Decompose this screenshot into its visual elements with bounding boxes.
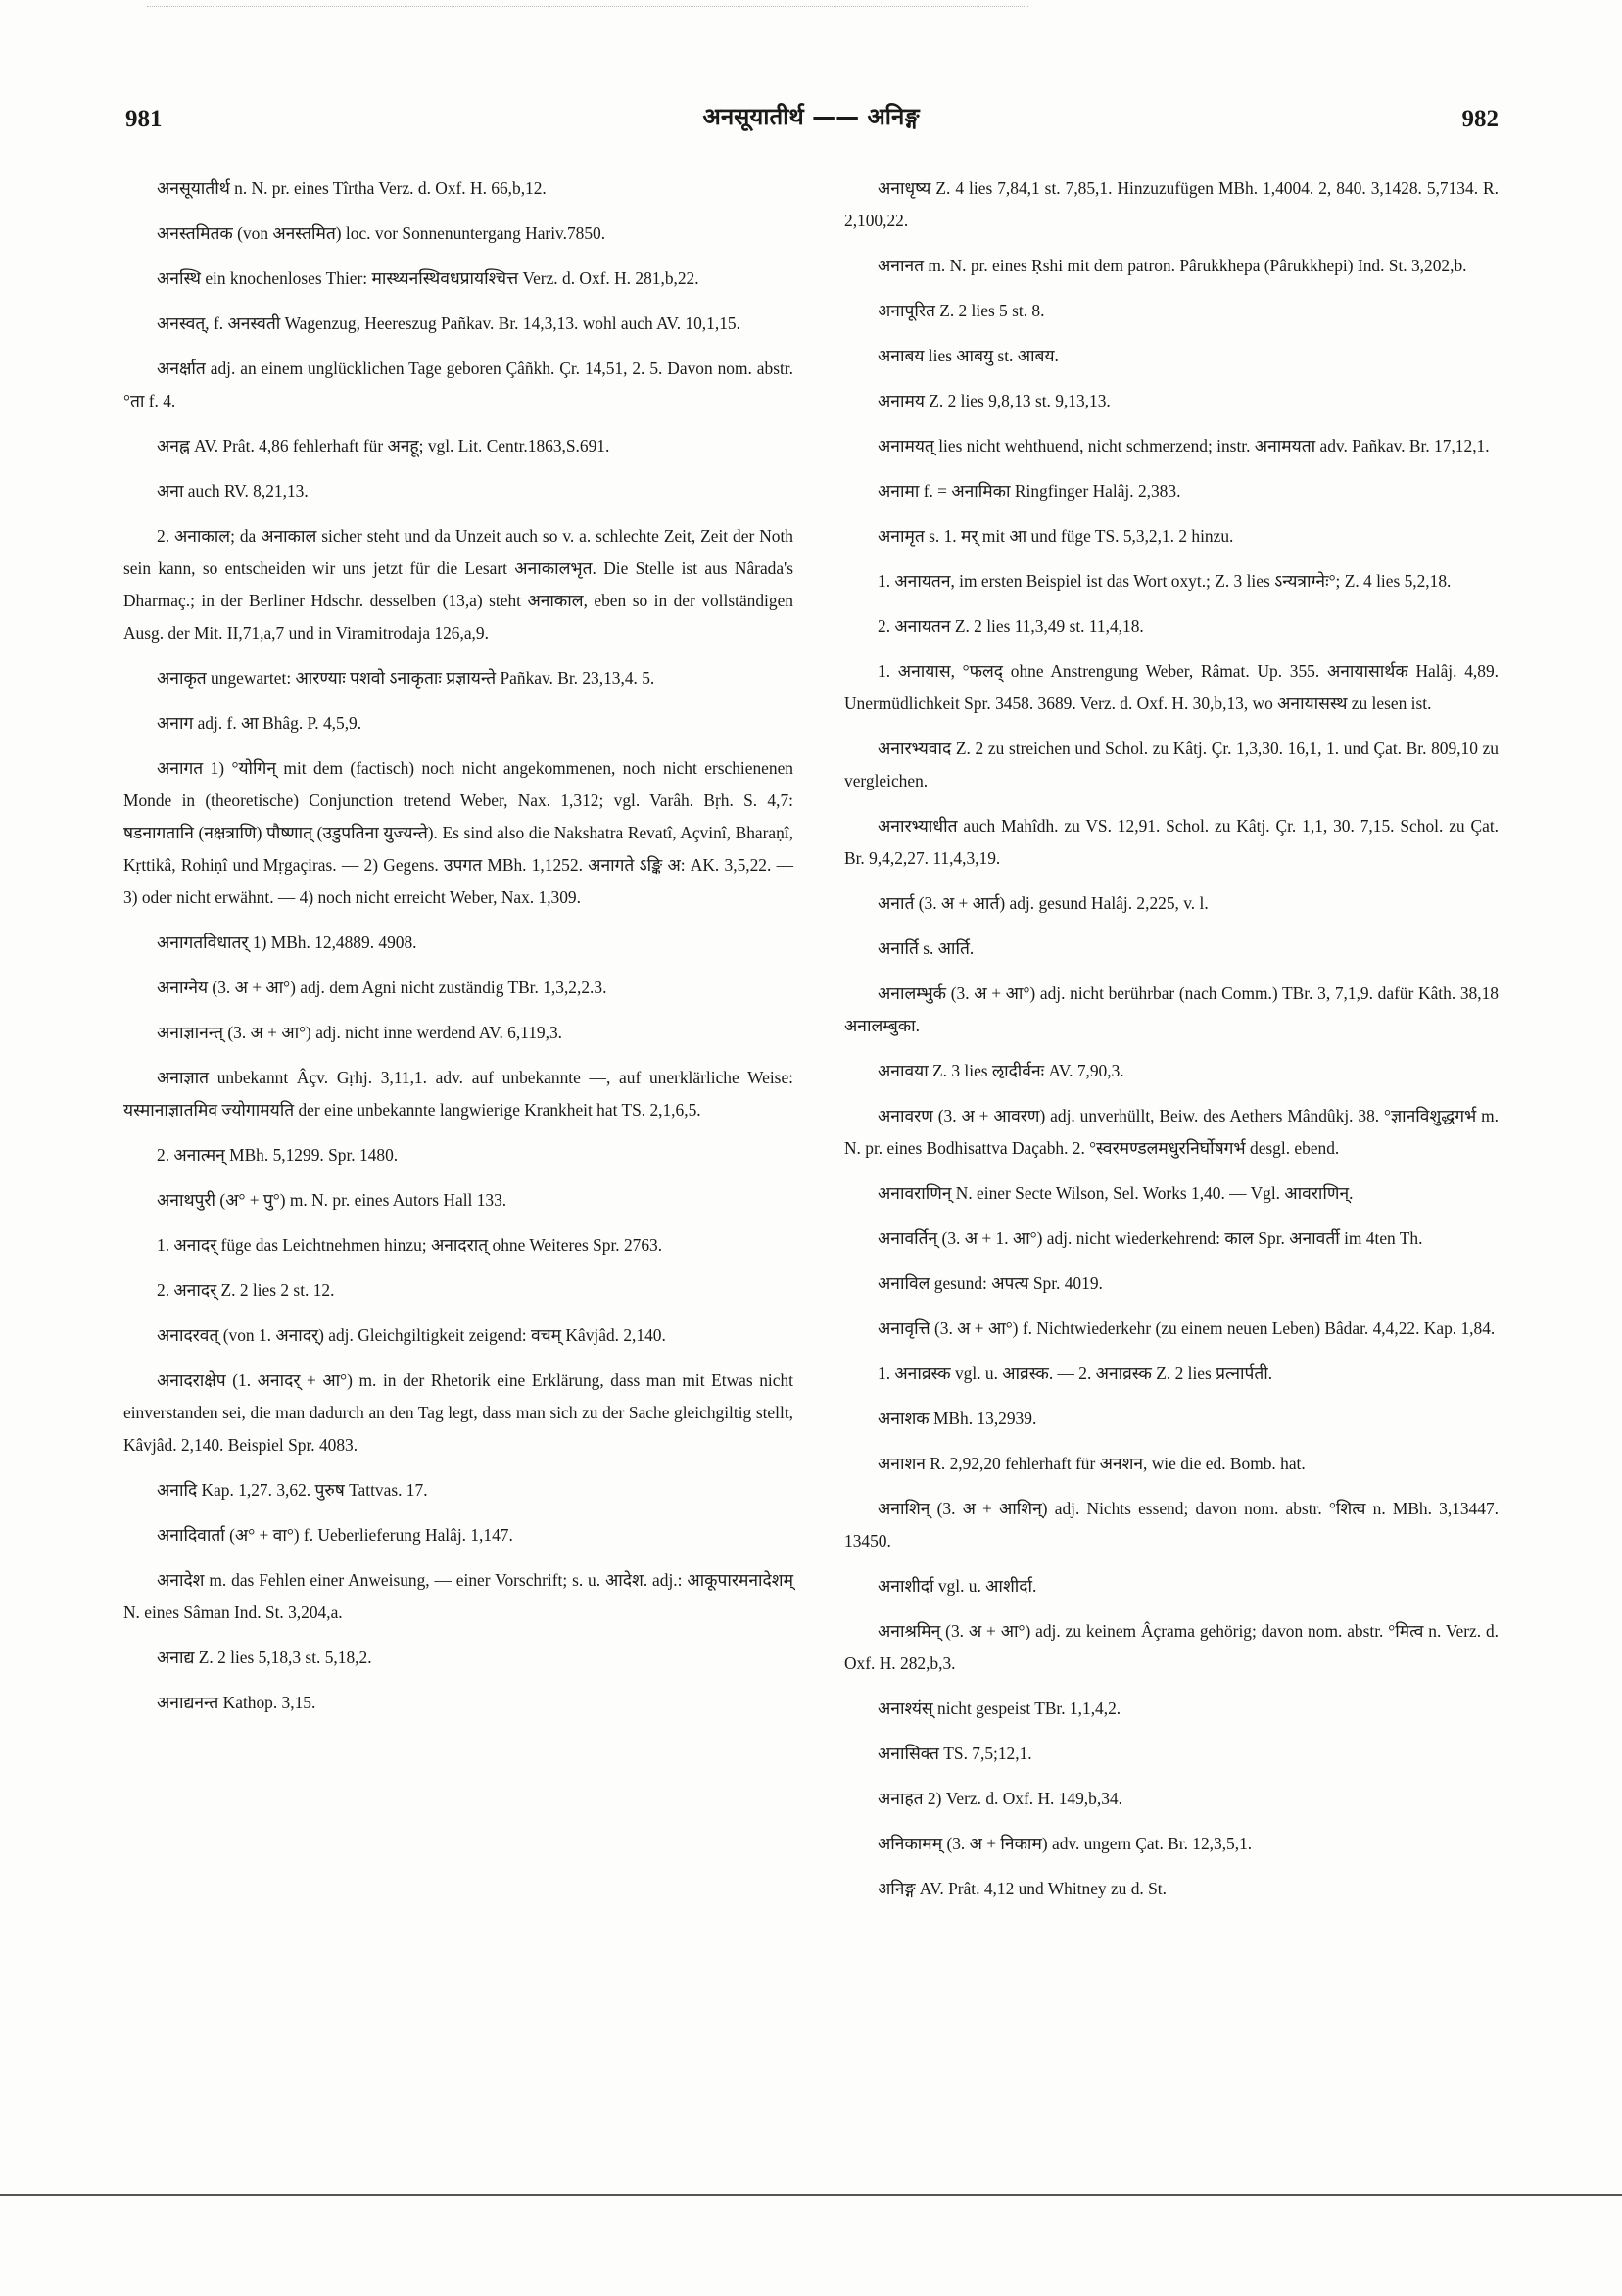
dictionary-entry: अनाकृत ungewartet: आरण्याः पशवो ऽनाकृताः प्रज्ञायन्ते Pañkav. Br. 23,13,4. 5. [157, 668, 655, 688]
dictionary-entry: अनावर्तिन् (3. अ + 1. आ°) adj. nicht wiederkehrend: काल Spr. अनावर्ती im 4ten Th. [878, 1228, 1423, 1248]
dictionary-entry: अनामा f. = अनामिका Ringfinger Halâj. 2,383. [878, 481, 1181, 501]
dictionary-entry: अनस्तमितक (von अनस्तमित) loc. vor Sonnenuntergang Hariv.7850. [157, 223, 606, 243]
dictionary-entry: अनस्थि ein knochenloses Thier: मास्थ्यनस्थिवधप्रायश्चित्त Verz. d. Oxf. H. 281,b,22. [157, 268, 699, 288]
bottom-rule [0, 2194, 1622, 2196]
scan-specks [147, 6, 1028, 9]
dictionary-entry: 2. अनायतन Z. 2 lies 11,3,49 st. 11,4,18. [878, 616, 1144, 636]
dictionary-entry: अनावृत्ति (3. अ + आ°) f. Nichtwiederkehr (zu einem neuen Leben) Bâdar. 4,4,22. Kap. 1,84. [878, 1318, 1496, 1338]
dictionary-entry: अनाथपुरी (अ° + पु°) m. N. pr. eines Autors Hall 133. [157, 1190, 507, 1210]
dictionary-entry: अनागतविधातर् 1) MBh. 12,4889. 4908. [157, 933, 417, 952]
dictionary-entry: अनाविल gesund: अपत्य Spr. 4019. [878, 1273, 1103, 1293]
page-number-right: 982 [1461, 106, 1499, 132]
dictionary-entry: अना auch RV. 8,21,13. [157, 481, 309, 501]
page-number-left: 981 [125, 106, 163, 132]
dictionary-entry: अनाद्यनन्त Kathop. 3,15. [157, 1693, 316, 1712]
dictionary-entry: अनादरवत् (von 1. अनादर्) adj. Gleichgiltigkeit zeigend: वचम् Kâvjâd. 2,140. [157, 1325, 666, 1345]
dictionary-entry: अनाज्ञानन्त् (3. अ + आ°) adj. nicht inne werdend AV. 6,119,3. [157, 1023, 563, 1042]
dictionary-entry: अनादिवार्ता (अ° + वा°) f. Ueberlieferung Halâj. 1,147. [157, 1525, 513, 1545]
dictionary-entry: अनासिक्त TS. 7,5;12,1. [878, 1744, 1032, 1763]
dictionary-entry: अनादि Kap. 1,27. 3,62. पुरुष Tattvas. 17. [157, 1480, 428, 1500]
dictionary-entry: अनर्क्षात adj. an einem unglücklichen Tage geboren Çâñkh. Çr. 14,51, 2. 5. Davon nom. abstr. °ता f. 4. [123, 359, 793, 410]
page-header [123, 103, 1499, 145]
dictionary-entry: अनाशक MBh. 13,2939. [878, 1409, 1037, 1428]
dictionary-entry: अनिङ्ग AV. Prât. 4,12 und Whitney zu d. St. [878, 1879, 1167, 1898]
dictionary-entry: अनाग्नेय (3. अ + आ°) adj. dem Agni nicht zuständig TBr. 1,3,2,2.3. [157, 978, 607, 997]
dictionary-entry: अनाशिन् (3. अ + आशिन्) adj. Nichts essend; davon nom. abstr. °शित्व n. MBh. 3,13447. 13450. [844, 1499, 1499, 1551]
dictionary-entry: अनानत m. N. pr. eines Ṛshi mit dem patron. Pârukkhepa (Pârukkhepi) Ind. St. 3,202,b. [878, 256, 1467, 275]
dictionary-entry: अनिकामम् (3. अ + निकाम) adv. ungern Çat. Br. 12,3,5,1. [878, 1834, 1253, 1853]
dictionary-entry: अनामय Z. 2 lies 9,8,13 st. 9,13,13. [878, 391, 1111, 410]
dictionary-entry: अनावरण (3. अ + आवरण) adj. unverhüllt, Beiw. des Aethers Mândûkj. 38. °ज्ञानविशुद्धगर्भ m. N. pr. eines Bodhisattva Daçabh. 2. °स्वरमण्डलमधुरनिर्घोषगर्भ desgl. ebend. [844, 1106, 1499, 1158]
dictionary-entry: अनाश्यंस् nicht gespeist TBr. 1,1,4,2. [878, 1698, 1121, 1718]
dictionary-entry: अनालम्भुर्क (3. अ + आ°) adj. nicht berührbar (nach Comm.) TBr. 3, 7,1,9. dafür Kâth. 38,18 अनालम्बुका. [844, 983, 1499, 1035]
dictionary-entry: अनाशीर्दा vgl. u. आशीर्दा. [878, 1576, 1037, 1596]
dictionary-entry: 1. अनाव्रस्क vgl. u. आव्रस्क. — 2. अनाव्रस्क Z. 2 lies प्रत्नार्पती. [878, 1363, 1273, 1383]
dictionary-entry: अनाशन R. 2,92,20 fehlerhaft für अनशन, wie die ed. Bomb. hat. [878, 1454, 1306, 1473]
dictionary-entry: अनसूयातीर्थ n. N. pr. eines Tîrtha Verz. d. Oxf. H. 66,b,12. [157, 178, 547, 198]
dictionary-entry: अनावराणिन् N. einer Secte Wilson, Sel. Works 1,40. — Vgl. आवराणिन्. [878, 1183, 1354, 1203]
dictionary-entry: अनाज्ञात unbekannt Âçv. Gṛhj. 3,11,1. adv. auf unbekannte —, auf unerklärliche Weise: यस्मानाज्ञातमिव ज्योगामयति der eine unbekannte langwierige Krankheit hat TS. 2,1,6,5. [123, 1068, 793, 1120]
dictionary-entry: अनार्त (3. अ + आर्त) adj. gesund Halâj. 2,225, v. l. [878, 893, 1209, 913]
dictionary-entry: अनस्वत्, f. अनस्वती Wagenzug, Heereszug Pañkav. Br. 14,3,13. wohl auch AV. 10,1,15. [157, 313, 740, 333]
left-column [123, 172, 793, 1732]
dictionary-entry: अनाबय lies आबयु st. आबय. [878, 346, 1059, 365]
dictionary-entry: अनार्ति s. आर्ति. [878, 938, 975, 958]
dictionary-entry: अनाधृष्य Z. 4 lies 7,84,1 st. 7,85,1. Hinzuzufügen MBh. 1,4004. 2, 840. 3,1428. 5,7134. R. 2,100,22. [844, 178, 1499, 230]
dictionary-entry: अनह्न AV. Prât. 4,86 fehlerhaft für अनहू; vgl. Lit. Centr.1863,S.691. [157, 436, 610, 455]
dictionary-entry: अनाग adj. f. आ Bhâg. P. 4,5,9. [157, 713, 362, 733]
right-column [844, 172, 1499, 1918]
running-headwords: अनसूयातीर्थ —— अनिङ्ग [702, 103, 920, 130]
dictionary-entry: 1. अनादर् füge das Leichtnehmen hinzu; अनादरात् ohne Weiteres Spr. 2763. [157, 1235, 663, 1255]
dictionary-entry: 2. अनादर् Z. 2 lies 2 st. 12. [157, 1280, 335, 1300]
dictionary-columns [123, 172, 1499, 2131]
dictionary-entry: अनादेश m. das Fehlen einer Anweisung, — einer Vorschrift; s. u. आदेश. adj.: आकूपारमनादेशम् N. eines Sâman Ind. St. 3,204,a. [123, 1570, 793, 1622]
dictionary-entry: अनाद्य Z. 2 lies 5,18,3 st. 5,18,2. [157, 1648, 372, 1667]
dictionary-entry: अनारभ्याधीत auch Mahîdh. zu VS. 12,91. Schol. zu Kâtj. Çr. 1,1, 30. 7,15. Schol. zu Çat. Br. 9,4,2,27. 11,4,3,19. [844, 816, 1499, 868]
dictionary-entry: अनामयत् lies nicht wehthuend, nicht schmerzend; instr. अनामयता adv. Pañkav. Br. 17,12,1. [878, 436, 1490, 455]
dictionary-entry: अनारभ्यवाद Z. 2 zu streichen und Schol. zu Kâtj. Çr. 1,3,30. 16,1, 1. und Çat. Br. 809,10 zu vergleichen. [844, 739, 1499, 790]
dictionary-entry: अनामृत s. 1. मर् mit आ und füge TS. 5,3,2,1. 2 hinzu. [878, 526, 1234, 546]
dictionary-entry: 2. अनाकाल; da अनाकाल sicher steht und da Unzeit auch so v. a. schlechte Zeit, Zeit der Noth sein kann, so entscheiden wir uns jetzt für die Lesart अनाकालभृत. Die Stelle ist aus Nârada's Dharmaç.; in der Berliner Hdschr. desselben (13,a) steht अनाकाल, eben so in der vollständigen Ausg. der Mit. II,71,a,7 und in Viramitrodaja 126,a,9. [123, 526, 793, 643]
dictionary-entry: अनापूरित Z. 2 lies 5 st. 8. [878, 301, 1045, 320]
dictionary-entry: अनाहत 2) Verz. d. Oxf. H. 149,b,34. [878, 1789, 1122, 1808]
dictionary-entry: 1. अनायास, °फलद् ohne Anstrengung Weber, Râmat. Up. 355. अनायासार्थक Halâj. 4,89. Unermüdlichkeit Spr. 3458. 3689. Verz. d. Oxf. H. 30,b,13, wo अनायासस्थ zu lesen ist. [844, 661, 1499, 713]
dictionary-entry: अनादराक्षेप (1. अनादर् + आ°) m. in der Rhetorik eine Erklärung, dass man mit Etwas nicht einverstanden sei, die man dadurch an den Tag legt, dass man sich zu der Sache gleichgiltig stellt, Kâvjâd. 2,140. Beispiel Spr. 4083. [123, 1370, 793, 1455]
dictionary-entry: अनाश्रमिन् (3. अ + आ°) adj. zu keinem Âçrama gehörig; davon nom. abstr. °मित्व n. Verz. d. Oxf. H. 282,b,3. [844, 1621, 1499, 1673]
dictionary-entry: अनावया Z. 3 lies ऌादीर्वनः AV. 7,90,3. [878, 1061, 1124, 1080]
dictionary-entry: 1. अनायतन, im ersten Beispiel ist das Wort oxyt.; Z. 3 lies ऽन्यत्राग्नेः°; Z. 4 lies 5,2,18. [878, 571, 1452, 591]
dictionary-entry: 2. अनात्मन् MBh. 5,1299. Spr. 1480. [157, 1145, 399, 1165]
dictionary-entry: अनागत 1) °योगिन् mit dem (factisch) noch nicht angekommenen, noch nicht erschienenen Monde in (theoretische) Conjunction tretend Weber, Nax. 1,312; vgl. Varâh. Bṛh. S. 4,7: षडनागतानि (नक्षत्राणि) पौष्णात् (उडुपतिना युज्यन्ते). Es sind also die Nakshatra Revatî, Açvinî, Bharaṇî, Kṛttikâ, Rohiṇî und Mṛgaçiras. — 2) Gegens. उपगत MBh. 1,1252. अनागते ऽङ्कि अ: AK. 3,5,22. — 3) oder nicht erwähnt. — 4) noch nicht erreicht Weber, Nax. 1,309. [123, 758, 793, 907]
